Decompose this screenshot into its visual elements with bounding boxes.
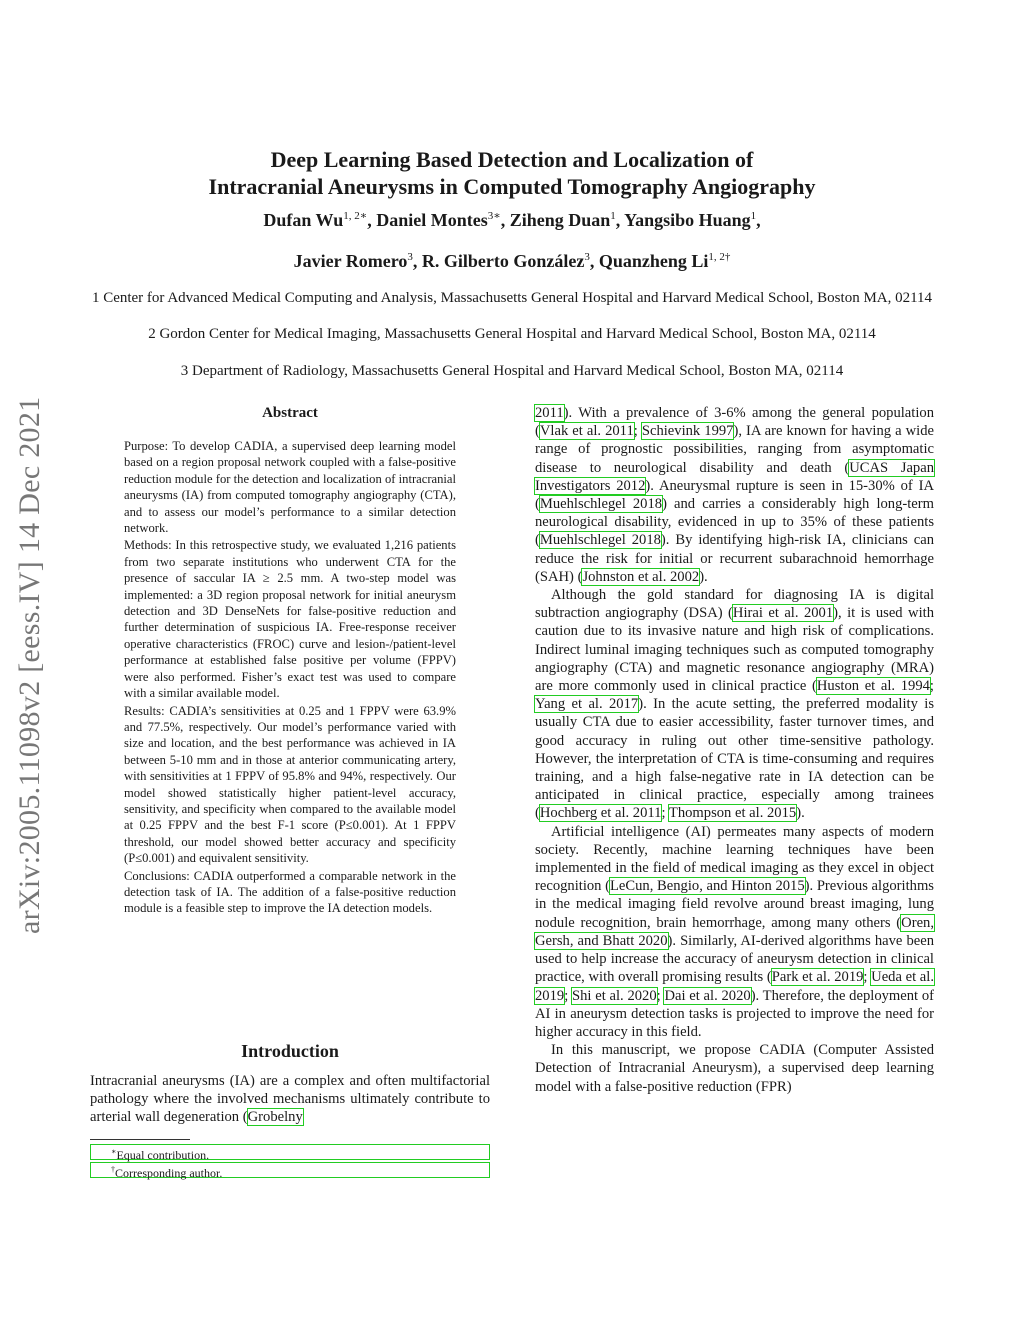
citation-link[interactable]: 2011 (535, 405, 564, 421)
paragraph-text: ). (796, 805, 805, 822)
author-affiliation-mark: 3 (407, 251, 413, 263)
citation-link[interactable]: Muehlschlegel 2018 (539, 532, 661, 549)
arxiv-identifier: arXiv:2005.11098v2 [eess.IV] 14 Dec 2021 (13, 396, 46, 934)
paragraph-text: ). Aneurysmal rupture is seen in 15-30% of IA ( (535, 477, 934, 513)
paragraph-text: ; (633, 423, 642, 440)
citation-link[interactable]: Thompson et al. 2015 (668, 805, 797, 822)
citation-link[interactable]: LeCun, Bengio, and Hinton 2015 (610, 878, 805, 895)
paragraph-text: ). In the acute setting, the preferred modality is usually CTA due to easier accessibility, faster turnover times, and good accuracy in ruling out other time-sensitive pathology. However, the interpretation of CTA is time-consuming and requires training, and a high false-negative rate in IA detection can be anticipated in clinical practice, especially among trainees ( (535, 696, 934, 822)
affiliation-1: 1 Center for Advanced Medical Computing and Analysis, Massachusetts General Hospital and Harvard Medical School, Boston MA, 02114 (91, 290, 933, 306)
author-affiliation-mark: 1, 2† (708, 251, 731, 263)
author-name: Daniel Montes (376, 210, 488, 230)
citation-link[interactable]: Dai et al. 2020 (664, 987, 751, 1004)
footnote-corresponding-author[interactable] (90, 1162, 490, 1178)
citation-link[interactable]: Park et al. 2019 (771, 969, 864, 986)
paragraph-text: ; (564, 987, 572, 1004)
intro-paragraph-2 (535, 586, 934, 823)
citation-link[interactable]: Oren, Gersh, and Bhatt 2020 (535, 914, 934, 949)
authors-line-2 (0, 251, 1024, 272)
citation-link[interactable]: Shi et al. 2020 (572, 987, 657, 1004)
abstract-purpose: Purpose: To develop CADIA, a supervised deep learning model based on a region proposal network coupled with a false-positive reduction module for the detection and localization of intracranial aneurysms (IA) from computed tomography angiography (CTA), and to assess our model’s performance to a similar detection network. (124, 439, 456, 536)
abstract-body (124, 438, 456, 918)
citation-link[interactable]: Schievink 1997 (641, 423, 734, 440)
citation-link[interactable]: Hirai et al. 2001 (732, 605, 834, 622)
footnote-mark: ∗ (111, 1147, 117, 1156)
paragraph-text: ; (929, 678, 934, 695)
title-line-2: Intracranial Aneurysms in Computed Tomography Angiography (208, 174, 816, 199)
citation-link[interactable]: Johnston et al. 2002 (582, 568, 700, 585)
citation-link[interactable]: Grobelny (247, 1109, 303, 1126)
author-affiliation-mark: 1 (750, 210, 757, 222)
citation-link[interactable]: Huston et al. 1994 (816, 678, 930, 695)
footnote-text: Equal contribution. (116, 1148, 210, 1162)
author-separator: , (615, 210, 625, 230)
paragraph-text: ), IA are known for having a wide range of prognostic possibilities, ranging from asymptomatic disease to neurological disability and death ( (535, 423, 935, 476)
introduction-heading: Introduction (241, 1041, 339, 1061)
author-name: Dufan Wu (263, 210, 344, 230)
paragraph-text: Although the gold standard for diagnosing IA is digital subtraction angiography (DSA) ( (535, 587, 934, 622)
footnote-mark: † (111, 1165, 115, 1174)
intro-paragraph-1 (535, 404, 934, 586)
paragraph-text: ) and carries a considerably high long-term neurological disability, evidenced in up to 35% of these patients ( (535, 496, 934, 549)
footnote-rule (90, 1139, 190, 1140)
paragraph-text: ; (656, 987, 665, 1004)
abstract-methods: Methods: In this retrospective study, we evaluated 1,216 patients from two separate institutions who underwent CTA for the presence of saccular IA ≥ 2.5 mm. A two-step model was implemented: a 3D region proposal network for initial aneurysm detection and 3D DenseNets for false-positive reduction and further determination of suspicious IA. Free-response receiver operative characteristics (FROC) curve and lesion-/patient-level performance at established false positive per volume (FPPV) were also performed. Fisher’s exact test was used to compare with a similar available model. (124, 538, 456, 701)
author-separator: , (367, 210, 377, 230)
title-line-1: Deep Learning Based Detection and Localization of (270, 147, 754, 172)
author-name: R. Gilberto González (421, 251, 585, 271)
author-affiliation-mark: 1, 2∗ (343, 210, 368, 222)
paragraph-text: ). Therefore, the deployment of AI in aneurysm detection tasks is projected to improve the need for higher accuracy in this field. (535, 987, 934, 1040)
intro-left-text: Intracranial aneurysms (IA) are a complex and often multifactorial pathology where the involved mechanisms ultimately contribute to arterial wall degeneration ( (90, 1073, 490, 1126)
paragraph-text: ). Previous algorithms in the medical imaging field revolve around breast imaging, lung nodule recognition, brain hemorrhage, among many others ( (535, 878, 934, 931)
abstract-conclusions: Conclusions: CADIA outperformed a comparable network in the detection task of IA. The addition of a false-positive reduction module is a feasible step to improve the IA detection models. (124, 868, 456, 916)
paragraph-text: ; (863, 969, 872, 986)
citation-link[interactable]: Hochberg et al. 2011 (539, 805, 662, 822)
affiliation-2: 2 Gordon Center for Medical Imaging, Massachusetts General Hospital and Harvard Medical School, Boston MA, 02114 (148, 326, 876, 342)
paragraph-text: Artificial intelligence (AI) permeates many aspects of modern society. Recently, machine learning techniques have been implemented in the field of medical imaging as they excel in object recognition ( (535, 823, 934, 895)
abstract-results: Results: CADIA’s sensitivities at 0.25 and 1 FPPV were 63.9% and 77.5%, respectively. Our model’s performance varied with size and location, and the best performance was achieved in IA between 5-10 mm and in those at anterior communicating artery, with sensitivities at 1 FPPV of 95.8% and 94%, respectively. Our model showed statistically higher patient-level accuracy, sensitivity, and specificity when compared to the available model at 0.25 FPPV and the best F-1 score (P≤0.001). At 1 FPPV threshold, our model showed better accuracy and specificity (P≤0.001) and equivalent sensitivity. (124, 703, 456, 866)
paragraph-text: ). Similarly, AI-derived algorithms have been used to help increase the accuracy of aneurysm detection in clinical practice, with overall promising results ( (535, 932, 934, 986)
author-affiliation-mark: 3 (584, 251, 590, 263)
intro-paragraph-3 (535, 823, 934, 1041)
author-separator: , (589, 251, 599, 271)
author-separator: , (756, 210, 761, 230)
paragraph-text: ). By identifying high-risk IA, clinicians can reduce the risk for initial or recurrent subarachnoid hemorrhage (SAH) ( (535, 532, 934, 585)
footnote-text: Corresponding author. (115, 1166, 223, 1180)
intro-left-paragraph (90, 1072, 490, 1127)
paragraph-text: ). With a prevalence of 3-6% among the general population ( (535, 405, 934, 440)
author-name: Quanzheng Li (598, 251, 709, 271)
author-separator: , (500, 210, 510, 230)
author-name: Yangsibo Huang (624, 210, 751, 230)
paragraph-text: In this manuscript, we propose CADIA (Computer Assisted Detection of Intracranial Aneurysm), a supervised deep learning model with a false-positive reduction (FPR) (535, 1042, 934, 1095)
author-name: Javier Romero (293, 251, 408, 271)
paper-title (0, 146, 1024, 200)
author-affiliation-mark: 1 (610, 210, 616, 222)
citation-link[interactable]: Ueda et al. 2019 (535, 969, 934, 1004)
footnote-equal-contribution[interactable] (90, 1144, 490, 1160)
paragraph-text: ). (699, 568, 708, 585)
paragraph-text: ; (661, 805, 669, 822)
intro-paragraph-4 (535, 1041, 934, 1096)
author-affiliation-mark: 3∗ (487, 210, 501, 222)
affiliation-3: 3 Department of Radiology, Massachusetts General Hospital and Harvard Medical School, Boston MA, 02114 (180, 363, 844, 379)
authors-line-1 (0, 209, 1024, 231)
paragraph-text: ), it is used with caution due to its invasive nature and high risk of complications. Indirect luminal imaging techniques such as computed tomography angiography (CTA) and magnetic resonance angiography (MRA) are more commonly used in clinical practice ( (535, 605, 934, 695)
citation-link[interactable]: Vlak et al. 2011 (539, 423, 634, 440)
citation-link[interactable]: UCAS Japan Investigators 2012 (535, 459, 934, 494)
abstract-heading: Abstract (262, 405, 318, 421)
author-name: Ziheng Duan (509, 210, 611, 230)
citation-link[interactable]: Muehlschlegel 2018 (539, 496, 663, 513)
intro-right-column (535, 404, 934, 1096)
author-separator: , (412, 251, 422, 271)
citation-link[interactable]: Yang et al. 2017 (535, 696, 639, 713)
